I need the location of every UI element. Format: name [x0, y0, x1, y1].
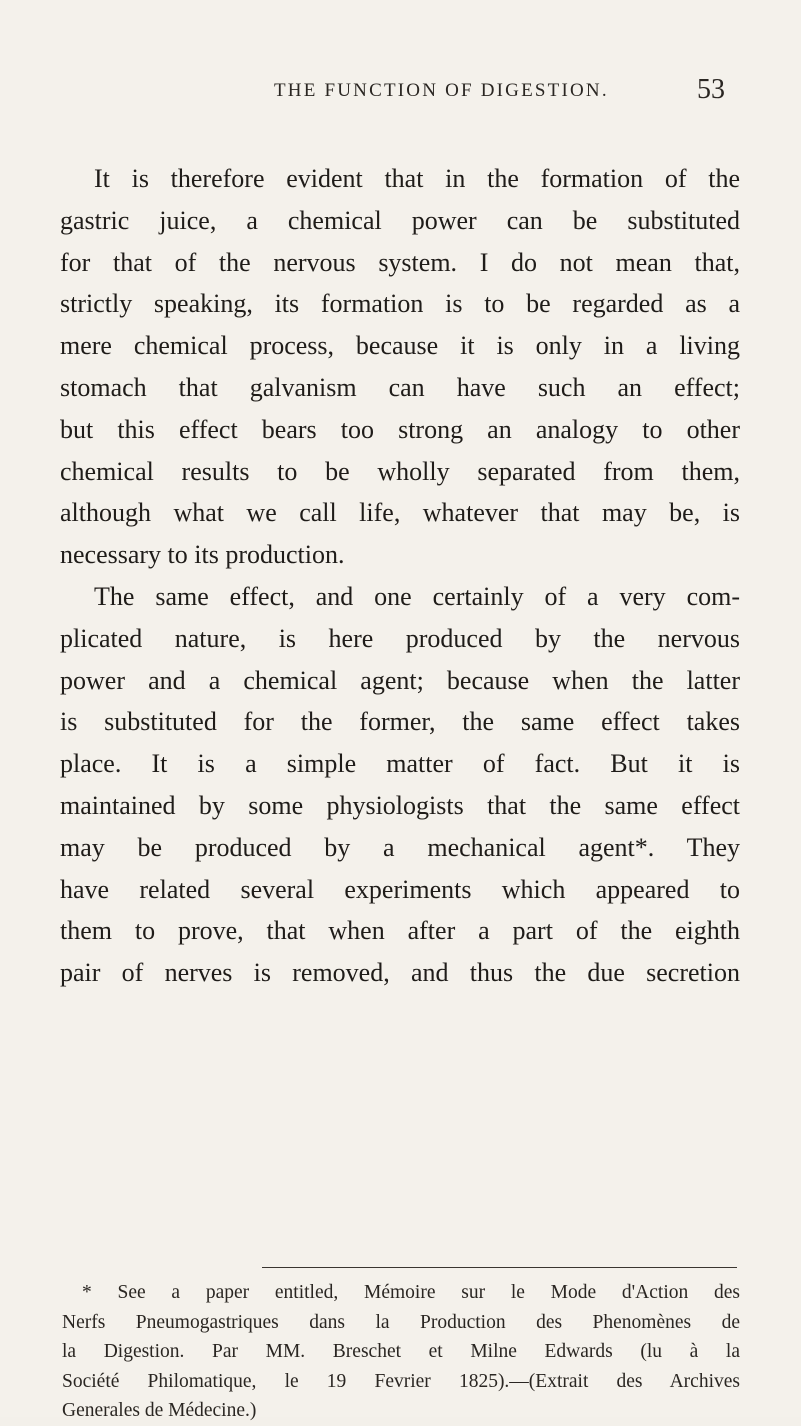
- page-number: 53: [697, 74, 725, 105]
- text-line: It is therefore evident that in the formation of the: [94, 164, 740, 193]
- text-line: chemical results to be wholly separated from them,: [60, 456, 740, 486]
- footnote-line: Société Philomatique, le 19 Fevrier 1825).—(Extrait des Archives: [62, 1370, 740, 1392]
- running-head: [0, 74, 801, 110]
- text-line: stomach that galvanism can have such an effect;: [60, 372, 740, 402]
- footnote-line: la Digestion. Par MM. Breschet et Milne Edwards (lu à la: [62, 1341, 740, 1362]
- body-text: [60, 158, 740, 994]
- text-line: mere chemical process, because it is only in a living: [60, 331, 740, 361]
- text-line: is substituted for the former, the same effect takes: [60, 707, 740, 737]
- text-line: The same effect, and one certainly of a very com-: [94, 581, 740, 611]
- text-line: them to prove, that when after a part of the eighth: [60, 916, 740, 946]
- footnote-line: * See a paper entitled, Mémoire sur le Mode d'Action des: [82, 1282, 740, 1303]
- text-line: pair of nerves is removed, and thus the due secretion: [60, 958, 740, 988]
- text-line: although what we call life, whatever that may be, is: [60, 498, 740, 528]
- text-line: may be produced by a mechanical agent*. They: [60, 832, 740, 862]
- footnote-line: Nerfs Pneumogastriques dans la Production des Phenomènes de: [62, 1311, 740, 1333]
- running-title: THE FUNCTION OF DIGESTION.: [274, 80, 609, 101]
- footnote-line: Generales de Médecine.): [62, 1400, 257, 1421]
- text-line: power and a chemical agent; because when the latter: [60, 665, 740, 695]
- footnote: [62, 1278, 740, 1426]
- text-line: strictly speaking, its formation is to be regarded as a: [60, 289, 740, 319]
- text-line: plicated nature, is here produced by the nervous: [60, 623, 740, 653]
- text-line: but this effect bears too strong an analogy to other: [60, 414, 740, 444]
- text-line: have related several experiments which appeared to: [60, 874, 740, 904]
- text-line: gastric juice, a chemical power can be substituted: [60, 205, 740, 235]
- text-line: for that of the nervous system. I do not mean that,: [60, 247, 740, 277]
- text-line: necessary to its production.: [60, 540, 345, 570]
- footnote-divider: [262, 1267, 737, 1268]
- text-line: place. It is a simple matter of fact. But it is: [60, 749, 740, 779]
- text-line: maintained by some physiologists that the same effect: [60, 790, 740, 820]
